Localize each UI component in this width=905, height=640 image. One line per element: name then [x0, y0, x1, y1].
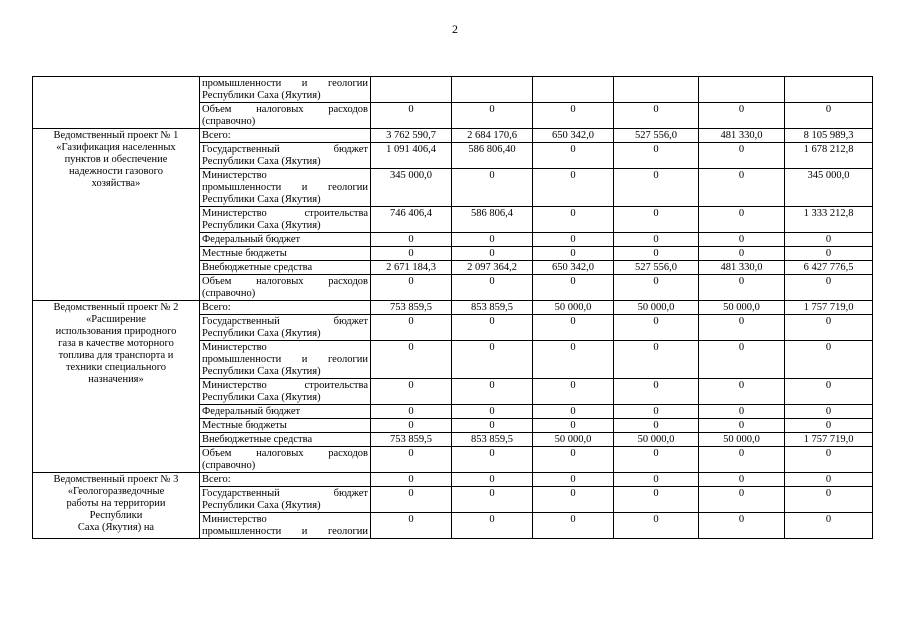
value-cell: 50 000,0	[614, 301, 699, 315]
value-cell: 0	[614, 247, 699, 261]
value-cell: 1 678 212,8	[785, 143, 873, 169]
value-cell: 345 000,0	[371, 169, 452, 207]
source-cell: Министерство промышленности и геологии Республики Саха (Якутия)	[200, 169, 371, 207]
value-cell: 50 000,0	[533, 301, 614, 315]
value-cell: 345 000,0	[785, 169, 873, 207]
value-cell: 0	[785, 487, 873, 513]
value-cell: 0	[533, 169, 614, 207]
source-cell: Министерство строительства Республики Саха (Якутия)	[200, 207, 371, 233]
value-cell: 0	[785, 275, 873, 301]
table-row	[33, 473, 873, 487]
value-cell: 746 406,4	[371, 207, 452, 233]
value-cell: 0	[371, 419, 452, 433]
source-cell: Всего:	[200, 301, 371, 315]
value-cell: 0	[614, 233, 699, 247]
value-cell: 0	[452, 447, 533, 473]
value-cell: 0	[785, 247, 873, 261]
value-cell: 0	[452, 233, 533, 247]
value-cell: 50 000,0	[533, 433, 614, 447]
value-cell: 50 000,0	[699, 433, 785, 447]
value-cell: 0	[614, 103, 699, 129]
value-cell: 0	[371, 315, 452, 341]
value-cell: 50 000,0	[614, 433, 699, 447]
value-cell: 0	[614, 405, 699, 419]
table-row	[33, 301, 873, 315]
value-cell: 0	[614, 315, 699, 341]
value-cell: 0	[533, 247, 614, 261]
source-cell: Объем налоговых расходов (справочно)	[200, 275, 371, 301]
value-cell: 753 859,5	[371, 433, 452, 447]
value-cell: 0	[785, 103, 873, 129]
value-cell: 0	[452, 315, 533, 341]
value-cell: 0	[452, 275, 533, 301]
value-cell: 0	[699, 487, 785, 513]
value-cell: 0	[614, 473, 699, 487]
value-cell: 1 091 406,4	[371, 143, 452, 169]
value-cell: 0	[699, 143, 785, 169]
source-cell: промышленности и геологии Республики Саха (Якутия)	[200, 77, 371, 103]
project-name-cell: Ведомственный проект № 1 «Газификация населенных пунктов и обеспечение надежности газового хозяйства»	[33, 129, 200, 301]
value-cell: 0	[614, 207, 699, 233]
value-cell: 0	[533, 513, 614, 539]
value-cell: 0	[371, 379, 452, 405]
value-cell	[785, 77, 873, 103]
source-cell: Министерство строительства Республики Саха (Якутия)	[200, 379, 371, 405]
source-cell: Министерство промышленности и геологии	[200, 513, 371, 539]
value-cell: 0	[452, 103, 533, 129]
source-cell: Федеральный бюджет	[200, 233, 371, 247]
value-cell: 853 859,5	[452, 433, 533, 447]
value-cell: 0	[533, 143, 614, 169]
value-cell: 481 330,0	[699, 129, 785, 143]
value-cell: 0	[699, 233, 785, 247]
page-number: 2	[452, 22, 458, 36]
value-cell: 0	[699, 341, 785, 379]
value-cell: 0	[699, 447, 785, 473]
value-cell: 0	[614, 513, 699, 539]
value-cell: 0	[785, 513, 873, 539]
value-cell: 0	[699, 275, 785, 301]
value-cell: 0	[614, 341, 699, 379]
source-cell: Государственный бюджет Республики Саха (Якутия)	[200, 487, 371, 513]
value-cell: 527 556,0	[614, 129, 699, 143]
source-cell: Федеральный бюджет	[200, 405, 371, 419]
value-cell: 0	[452, 169, 533, 207]
value-cell: 0	[533, 447, 614, 473]
project-name-cell: Ведомственный проект № 3 «Геологоразведочные работы на территории Республики Саха (Якутия) на	[33, 473, 200, 539]
source-cell: Всего:	[200, 473, 371, 487]
value-cell: 1 333 212,8	[785, 207, 873, 233]
value-cell: 2 684 170,6	[452, 129, 533, 143]
value-cell: 0	[371, 103, 452, 129]
source-cell: Внебюджетные средства	[200, 261, 371, 275]
value-cell: 0	[371, 405, 452, 419]
value-cell: 586 806,40	[452, 143, 533, 169]
value-cell: 0	[452, 473, 533, 487]
value-cell: 0	[785, 405, 873, 419]
table-row	[33, 129, 873, 143]
value-cell: 0	[533, 315, 614, 341]
value-cell: 0	[785, 315, 873, 341]
source-cell: Местные бюджеты	[200, 247, 371, 261]
value-cell: 0	[699, 247, 785, 261]
value-cell: 8 105 989,3	[785, 129, 873, 143]
value-cell: 0	[785, 447, 873, 473]
value-cell: 0	[452, 419, 533, 433]
source-cell: Всего:	[200, 129, 371, 143]
value-cell: 0	[371, 473, 452, 487]
value-cell: 0	[785, 419, 873, 433]
value-cell: 0	[452, 379, 533, 405]
value-cell: 2 671 184,3	[371, 261, 452, 275]
project-name-cell: Ведомственный проект № 2 «Расширение использования природного газа в качестве моторного топлива для транспорта и техники специального назначения»	[33, 301, 200, 473]
value-cell: 0	[533, 405, 614, 419]
source-cell: Внебюджетные средства	[200, 433, 371, 447]
value-cell: 0	[533, 379, 614, 405]
value-cell: 0	[371, 487, 452, 513]
value-cell: 0	[533, 207, 614, 233]
value-cell: 0	[452, 341, 533, 379]
value-cell: 853 859,5	[452, 301, 533, 315]
value-cell: 0	[699, 315, 785, 341]
value-cell: 0	[699, 513, 785, 539]
source-cell: Местные бюджеты	[200, 419, 371, 433]
value-cell: 0	[533, 103, 614, 129]
value-cell: 0	[452, 247, 533, 261]
value-cell	[614, 77, 699, 103]
value-cell: 0	[614, 447, 699, 473]
value-cell: 0	[452, 405, 533, 419]
value-cell: 0	[699, 169, 785, 207]
value-cell: 3 762 590,7	[371, 129, 452, 143]
value-cell: 50 000,0	[699, 301, 785, 315]
value-cell: 0	[699, 473, 785, 487]
value-cell: 0	[371, 233, 452, 247]
value-cell: 0	[533, 233, 614, 247]
value-cell: 0	[614, 143, 699, 169]
value-cell: 1 757 719,0	[785, 433, 873, 447]
source-cell: Объем налоговых расходов (справочно)	[200, 447, 371, 473]
value-cell: 0	[533, 419, 614, 433]
value-cell: 2 097 364,2	[452, 261, 533, 275]
value-cell: 0	[785, 341, 873, 379]
value-cell: 0	[614, 419, 699, 433]
value-cell	[371, 77, 452, 103]
value-cell: 0	[785, 379, 873, 405]
value-cell: 0	[614, 275, 699, 301]
value-cell: 0	[452, 487, 533, 513]
source-cell: Объем налоговых расходов (справочно)	[200, 103, 371, 129]
source-cell: Государственный бюджет Республики Саха (Якутия)	[200, 315, 371, 341]
value-cell: 481 330,0	[699, 261, 785, 275]
value-cell: 0	[533, 487, 614, 513]
value-cell: 0	[371, 447, 452, 473]
value-cell	[452, 77, 533, 103]
value-cell: 0	[699, 207, 785, 233]
value-cell: 0	[452, 513, 533, 539]
value-cell: 0	[699, 103, 785, 129]
value-cell: 753 859,5	[371, 301, 452, 315]
value-cell: 586 806,4	[452, 207, 533, 233]
value-cell: 0	[533, 275, 614, 301]
value-cell: 0	[371, 275, 452, 301]
value-cell: 650 342,0	[533, 261, 614, 275]
value-cell	[699, 77, 785, 103]
value-cell: 0	[614, 169, 699, 207]
source-cell: Государственный бюджет Республики Саха (Якутия)	[200, 143, 371, 169]
value-cell: 0	[614, 487, 699, 513]
value-cell: 0	[371, 513, 452, 539]
value-cell	[533, 77, 614, 103]
value-cell: 1 757 719,0	[785, 301, 873, 315]
value-cell: 0	[785, 233, 873, 247]
value-cell: 6 427 776,5	[785, 261, 873, 275]
value-cell: 0	[699, 379, 785, 405]
value-cell: 0	[371, 341, 452, 379]
project-name-cell	[33, 77, 200, 129]
value-cell: 0	[699, 405, 785, 419]
value-cell: 0	[371, 247, 452, 261]
value-cell: 0	[699, 419, 785, 433]
value-cell: 0	[785, 473, 873, 487]
table-row	[33, 77, 873, 103]
value-cell: 527 556,0	[614, 261, 699, 275]
value-cell: 0	[533, 341, 614, 379]
value-cell: 650 342,0	[533, 129, 614, 143]
source-cell: Министерство промышленности и геологии Республики Саха (Якутия)	[200, 341, 371, 379]
value-cell: 0	[533, 473, 614, 487]
budget-table	[32, 76, 873, 539]
value-cell: 0	[614, 379, 699, 405]
